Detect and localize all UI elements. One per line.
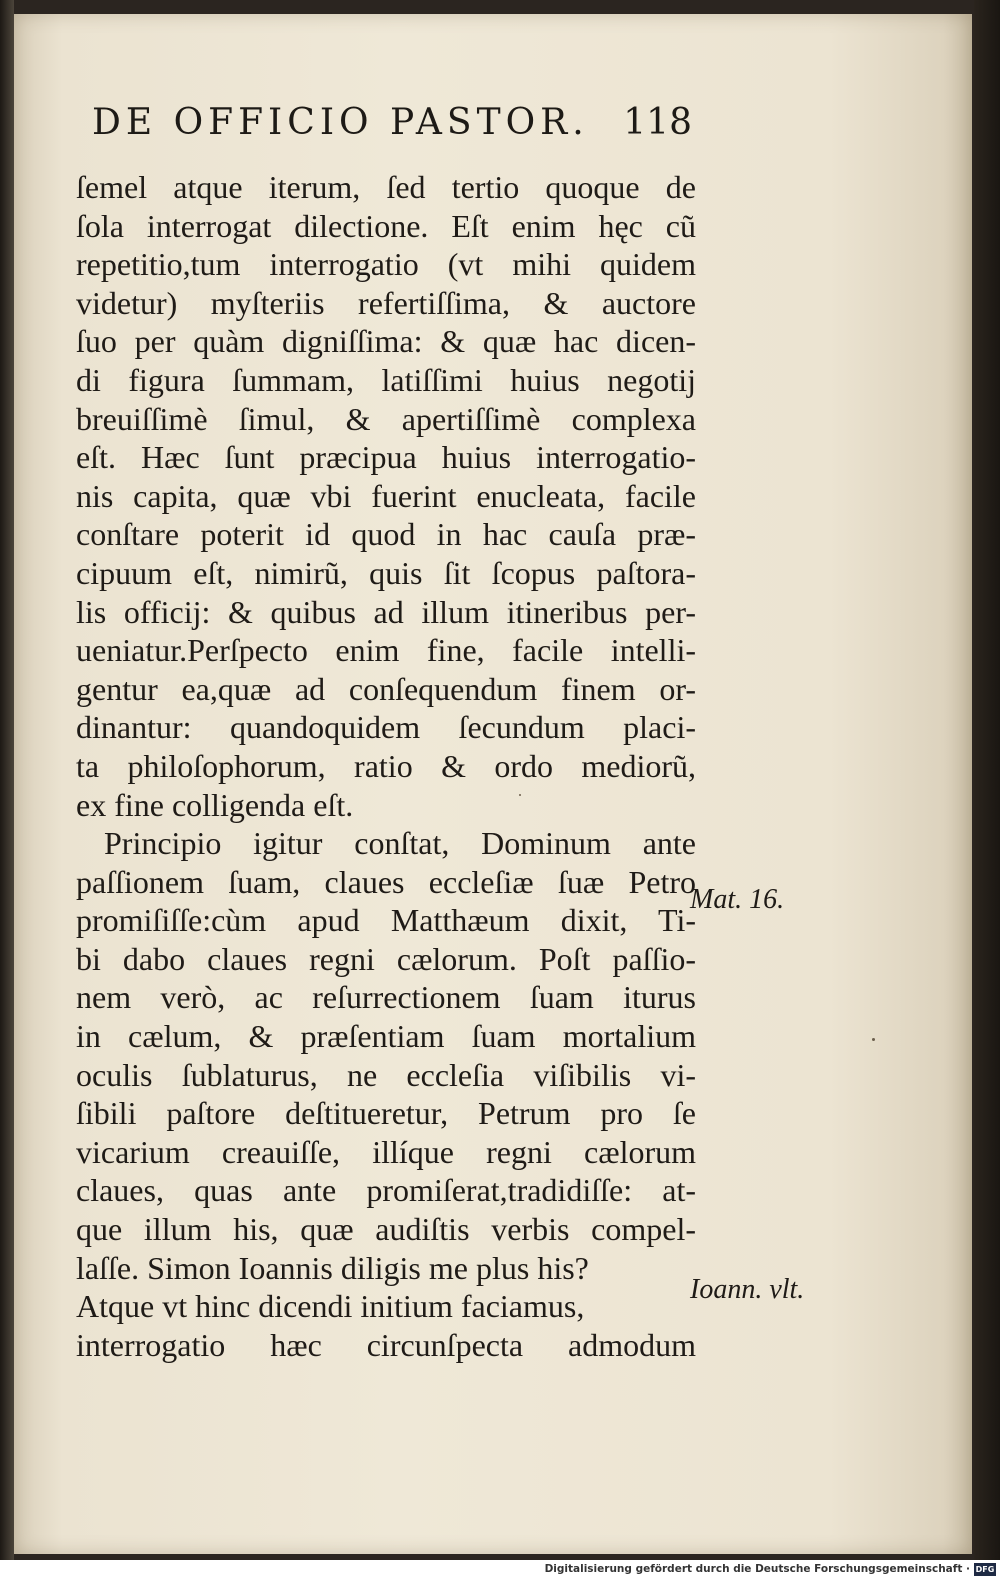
text-line: ex fine colligenda eſt. (76, 786, 354, 823)
text-line: que illum his, quæ audiſtis verbis compel- (76, 1211, 696, 1248)
text-line: videtur) myſteriis refertiſſima, & auctore (76, 284, 696, 321)
text-line: vicarium creauiſſe, illíque regni cælorum (76, 1133, 696, 1170)
running-title: DE OFFICIO PASTOR. (92, 102, 589, 143)
text-line: ſibili paſtore deſtitueretur, Petrum pro ſe (76, 1095, 696, 1132)
paper-speck (872, 1038, 875, 1041)
text-line: di figura ſummam, latiſſimi huius negotij (76, 361, 696, 398)
body-text (76, 168, 696, 1364)
text-line: repetitio,tum interrogatio (vt mihi quidem (76, 246, 696, 283)
text-line: ta philoſophorum, ratio & ordo mediorũ, (76, 747, 696, 784)
text-line: lis officij: & quibus ad illum itineribus per- (76, 593, 696, 630)
text-line: claues, quas ante promiſerat,tradidiſſe: at- (76, 1172, 696, 1209)
text-line: bi dabo claues regni cælorum. Poſt paſſio- (76, 940, 696, 977)
text-line: Principio igitur conſtat, Dominum ante (104, 825, 696, 862)
text-line: ſemel atque iterum, ſed tertio quoque de (76, 169, 696, 205)
marginal-note: Mat. 16. (690, 884, 785, 915)
footer-bar (0, 1560, 1000, 1580)
text-line: ueniatur.Perſpecto enim fine, facile intelli- (76, 632, 696, 669)
text-line: paſſionem ſuam, claues eccleſiæ ſuæ Petro (76, 863, 696, 900)
text-line: Atque vt hinc dicendi initium faciamus, (76, 1288, 585, 1325)
text-line: nem verò, ac reſurrectionem ſuam iturus (76, 979, 696, 1016)
text-line: conſtare poterit id quod in hac cauſa præ- (76, 516, 696, 553)
scan-border (974, 0, 1000, 1560)
dfg-logo: DFG (975, 1565, 995, 1574)
text-line: dinantur: quandoquidem ſecundum placi- (76, 709, 696, 746)
text-line: breuiſſimè ſimul, & apertiſſimè complexa (76, 400, 696, 437)
page-content (14, 14, 972, 1554)
text-line: cipuum eſt, nimirũ, quis ſit ſcopus paſtora- (76, 554, 696, 591)
page-number: 118 (623, 102, 692, 143)
digitization-credit: Digitalisierung gefördert durch die Deutsche Forschungsgemeinschaft · (544, 1563, 970, 1575)
book-spine-edge (0, 0, 14, 1560)
book-page (14, 14, 972, 1554)
paper-speck (519, 794, 521, 796)
text-line: nis capita, quæ vbi fuerint enucleata, facile (76, 477, 696, 514)
text-line: eſt. Hæc ſunt præcipua huius interrogatio- (76, 439, 696, 476)
page-header (92, 102, 692, 158)
text-line: in cælum, & præſentiam ſuam mortalium (76, 1018, 696, 1055)
text-line: gentur ea,quæ ad conſequendum finem or- (76, 670, 696, 707)
text-line: promiſiſſe:cùm apud Matthæum dixit, Ti- (76, 902, 696, 939)
text-line: ſuo per quàm digniſſima: & quæ hac dicen- (76, 323, 696, 360)
text-line: laſſe. Simon Ioannis diligis me plus his? (76, 1249, 589, 1286)
text-line: oculis ſublaturus, ne eccleſia viſibilis vi- (76, 1056, 696, 1093)
text-line: interrogatio hæc circunſpecta admodum (76, 1326, 696, 1363)
text-line: ſola interrogat dilectione. Eſt enim hęc cũ (76, 207, 696, 244)
marginal-note: Ioann. vlt. (690, 1274, 805, 1305)
